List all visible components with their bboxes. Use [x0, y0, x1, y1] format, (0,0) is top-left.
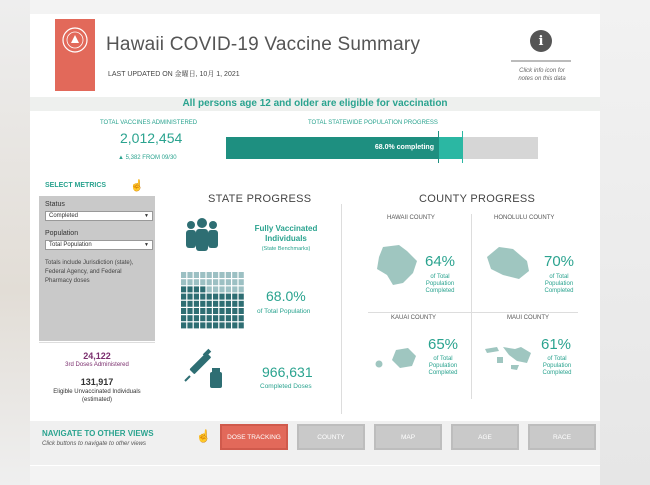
waffle-cell [207, 279, 212, 285]
county-name-maui: MAUI COUNTY [507, 315, 549, 321]
waffle-cell [181, 315, 186, 321]
waffle-cell [200, 308, 205, 314]
waffle-cell [213, 294, 218, 300]
county-sub-honolulu-line1: of Total [549, 274, 569, 280]
waffle-cell [232, 279, 237, 285]
county-name-kauai: KAUAI COUNTY [391, 315, 437, 321]
county-pct-maui: 61% [541, 336, 572, 353]
waffle-cell [200, 301, 205, 307]
waffle-cell [226, 294, 231, 300]
eligibility-banner: All persons age 12 and older are eligible for vaccination [182, 98, 448, 109]
nav-button-map[interactable]: MAP [374, 424, 442, 450]
waffle-cell [194, 294, 199, 300]
waffle-cell [194, 301, 199, 307]
statewide-progress-text: 68.0% completing [374, 144, 434, 151]
county-sub-maui [537, 356, 577, 377]
waffle-cell [226, 286, 231, 292]
waffle-cell [219, 279, 224, 285]
fully-vaccinated-label-line1: Fully Vaccinated [254, 224, 318, 233]
waffle-cell [187, 315, 192, 321]
county-grid-horizontal [368, 312, 578, 313]
waffle-cell [207, 322, 212, 328]
county-grid-vertical [471, 214, 472, 399]
state-benchmarks-label: (State Benchmarks) [261, 246, 311, 252]
waffle-cell [194, 272, 199, 278]
waffle-cell [187, 294, 192, 300]
waffle-cell [181, 301, 186, 307]
kauai-island-map-icon [372, 344, 420, 374]
population-select-value: Total Population [49, 242, 92, 248]
waffle-cell [226, 315, 231, 321]
statewide-progress-highlight [438, 137, 463, 159]
waffle-cell [213, 272, 218, 278]
waffle-cell [219, 286, 224, 292]
waffle-cell [181, 272, 186, 278]
waffle-cell [219, 315, 224, 321]
chevron-down-icon: ▼ [144, 213, 149, 219]
waffle-cell [239, 322, 244, 328]
county-sub-kauai-line3: Completed [428, 370, 458, 376]
filter-note: Totals include Jurisdiction (state), Federal Agency, and Federal Pharmacy doses [45, 260, 134, 284]
waffle-cell [194, 315, 199, 321]
nav-button-county[interactable]: COUNTY [297, 424, 365, 450]
waffle-cell [200, 272, 205, 278]
county-sub-hawaii-line2: Population [425, 281, 455, 287]
waffle-cell [232, 294, 237, 300]
total-vaccines-value: 2,012,454 [120, 130, 183, 146]
third-doses-label: 3rd Doses Administered [65, 362, 129, 368]
population-select[interactable] [45, 240, 153, 250]
waffle-cell [200, 279, 205, 285]
waffle-cell [207, 272, 212, 278]
waffle-cell [239, 315, 244, 321]
county-sub-kauai [423, 356, 463, 377]
waffle-cell [232, 272, 237, 278]
seal-icon [62, 27, 88, 53]
people-group-icon [183, 217, 221, 255]
navigate-subtitle: Click buttons to navigate to other views [42, 441, 147, 447]
waffle-cell [226, 279, 231, 285]
pointer-hand-icon: ☝ [196, 429, 211, 443]
background-right [600, 0, 650, 485]
syringe-vial-icon [183, 347, 225, 389]
waffle-cell [232, 322, 237, 328]
page-title: Hawaii COVID-19 Vaccine Summary [106, 34, 421, 55]
waffle-cell [219, 322, 224, 328]
dashboard [30, 14, 600, 466]
completed-doses-label: Completed Doses [260, 383, 312, 390]
waffle-cell [181, 286, 186, 292]
info-divider [511, 60, 571, 62]
waffle-cell [207, 315, 212, 321]
county-progress-title: COUNTY PROGRESS [419, 193, 536, 205]
waffle-cell [194, 308, 199, 314]
waffle-cell [213, 315, 218, 321]
county-name-hawaii: HAWAII COUNTY [387, 215, 435, 221]
waffle-cell [187, 322, 192, 328]
waffle-cell [187, 286, 192, 292]
nav-button-dose-tracking[interactable]: DOSE TRACKING [220, 424, 288, 450]
waffle-cell [200, 294, 205, 300]
waffle-cell [200, 315, 205, 321]
waffle-cell [226, 272, 231, 278]
population-label: Population [45, 230, 79, 237]
waffle-cell [200, 322, 205, 328]
state-pct-label: of Total Population [257, 308, 311, 315]
county-sub-hawaii [420, 274, 460, 295]
waffle-cell [226, 308, 231, 314]
status-label: Status [45, 201, 65, 208]
waffle-cell [213, 308, 218, 314]
navigate-title: NAVIGATE TO OTHER VIEWS [42, 429, 154, 438]
county-sub-honolulu [539, 274, 579, 295]
county-sub-kauai-line2: Population [428, 363, 458, 369]
county-sub-maui-line2: Population [542, 363, 572, 369]
county-name-honolulu: HONOLULU COUNTY [494, 215, 555, 221]
fully-vaccinated-label-line2: Individuals [265, 234, 307, 243]
waffle-cell [232, 315, 237, 321]
waffle-cell [239, 308, 244, 314]
county-sub-honolulu-line2: Population [544, 281, 574, 287]
county-sub-honolulu-line3: Completed [544, 288, 574, 294]
hawaii-island-map-icon [373, 243, 421, 287]
waffle-cell [207, 308, 212, 314]
pointer-hand-icon: ☝ [130, 180, 144, 192]
waffle-cell [213, 286, 218, 292]
waffle-cell [239, 294, 244, 300]
county-sub-kauai-line1: of Total [433, 356, 453, 362]
waffle-cell [239, 272, 244, 278]
waffle-cell [207, 294, 212, 300]
info-note: Click info icon for notes on this data [518, 68, 566, 82]
waffle-cell [213, 322, 218, 328]
waffle-cell [219, 301, 224, 307]
total-vaccines-change: ▲ 5,382 FROM 09/30 [118, 155, 177, 161]
chevron-down-icon: ▼ [144, 242, 149, 248]
status-select-value: Completed [49, 213, 79, 219]
unvaccinated-label: Eligible Unvaccinated Individuals (estimated) [53, 389, 141, 403]
state-seal-logo [55, 19, 95, 91]
waffle-cell [181, 294, 186, 300]
waffle-cell [239, 286, 244, 292]
section-divider [341, 204, 342, 414]
waffle-cell [194, 279, 199, 285]
waffle-cell [219, 294, 224, 300]
county-sub-hawaii-line3: Completed [425, 288, 455, 294]
waffle-cell [181, 279, 186, 285]
waffle-cell [187, 308, 192, 314]
waffle-cell [181, 322, 186, 328]
background-left [0, 0, 30, 485]
status-select[interactable] [45, 211, 153, 221]
population-waffle-icon [181, 272, 245, 330]
waffle-cell [232, 286, 237, 292]
waffle-cell [200, 286, 205, 292]
filter-panel [39, 196, 155, 341]
oahu-island-map-icon [483, 243, 533, 283]
third-doses-value: 24,122 [83, 351, 111, 361]
statewide-progress-marker [438, 131, 439, 163]
waffle-cell [219, 308, 224, 314]
waffle-cell [239, 279, 244, 285]
state-pct-value: 68.0% [266, 288, 306, 304]
unvaccinated-value: 131,917 [80, 377, 114, 387]
waffle-cell [232, 301, 237, 307]
waffle-cell [207, 301, 212, 307]
statewide-progress-marker-2 [462, 131, 463, 163]
waffle-cell [226, 301, 231, 307]
county-sub-hawaii-line1: of Total [430, 274, 450, 280]
info-icon[interactable]: i [530, 30, 552, 52]
nav-button-race[interactable]: RACE [528, 424, 596, 450]
county-pct-honolulu: 70% [544, 253, 575, 270]
county-sub-maui-line1: of Total [547, 356, 567, 362]
waffle-cell [187, 272, 192, 278]
nav-button-age[interactable]: AGE [451, 424, 519, 450]
waffle-cell [187, 301, 192, 307]
waffle-cell [213, 279, 218, 285]
waffle-cell [181, 308, 186, 314]
waffle-cell [194, 286, 199, 292]
waffle-cell [239, 301, 244, 307]
county-sub-maui-line3: Completed [542, 370, 572, 376]
select-metrics-title: SELECT METRICS [45, 182, 107, 189]
statewide-progress-label: TOTAL STATEWIDE POPULATION PROGRESS [308, 120, 438, 126]
waffle-cell [226, 322, 231, 328]
completed-doses-value: 966,631 [262, 364, 313, 380]
waffle-cell [219, 272, 224, 278]
maui-islands-map-icon [483, 343, 535, 373]
waffle-cell [207, 286, 212, 292]
total-vaccines-label: TOTAL VACCINES ADMINISTERED [100, 120, 198, 126]
waffle-cell [213, 301, 218, 307]
waffle-cell [232, 308, 237, 314]
side-stats [39, 342, 155, 412]
county-pct-kauai: 65% [428, 336, 459, 353]
waffle-cell [194, 322, 199, 328]
county-pct-hawaii: 64% [425, 253, 456, 270]
last-updated: LAST UPDATED ON 金曜日, 10月 1, 2021 [108, 71, 240, 78]
fully-vaccinated-label [253, 224, 319, 244]
waffle-cell [187, 279, 192, 285]
state-progress-title: STATE PROGRESS [208, 193, 312, 205]
